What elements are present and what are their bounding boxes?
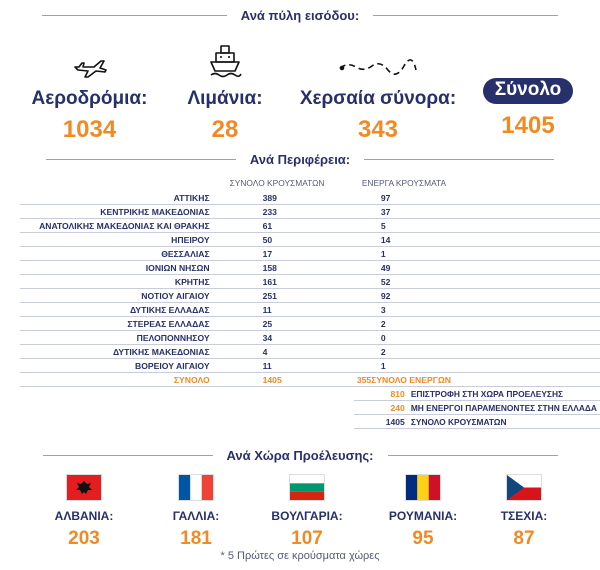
- region-total: 4: [230, 345, 354, 359]
- table-row: [20, 303, 600, 317]
- airplane-icon: [22, 42, 157, 78]
- col-total-header: ΣΥΝΟΛΟ ΚΡΟΥΣΜΑΤΩΝ: [229, 178, 325, 188]
- region-name: ΚΡΗΤΗΣ: [20, 275, 230, 289]
- region-active: 37: [354, 205, 600, 219]
- empty-cell: [20, 415, 230, 429]
- empty-cell: [20, 401, 230, 415]
- region-total: 50: [230, 233, 354, 247]
- divider: [42, 15, 227, 16]
- table-row: [20, 345, 600, 359]
- bulgaria-flag-icon: [289, 474, 325, 501]
- region-total: 11: [230, 359, 354, 373]
- extra-body: [20, 387, 600, 429]
- region-name: ΗΠΕΙΡΟΥ: [20, 233, 230, 247]
- region-total: 17: [230, 247, 354, 261]
- table-row: [20, 191, 600, 205]
- country-name: ΤΣΕΧΙΑ:: [500, 509, 548, 523]
- empty-cell: [230, 387, 354, 401]
- region-name: ΔΥΤΙΚΗΣ ΜΑΚΕΔΟΝΙΑΣ: [20, 345, 230, 359]
- regions-section-title: [0, 152, 600, 167]
- albania-flag-icon: [66, 474, 102, 501]
- table-row: [20, 289, 600, 303]
- regions-title: Ανά Περιφέρεια:: [249, 152, 351, 167]
- region-total: 251: [230, 289, 354, 303]
- regions-table: [20, 177, 600, 429]
- region-total: 158: [230, 261, 354, 275]
- sum-total: 1405: [230, 373, 354, 387]
- empty-cell: [230, 401, 354, 415]
- sum-active-cell: [354, 373, 600, 387]
- entry-value: 28: [211, 116, 239, 143]
- region-total: 161: [230, 275, 354, 289]
- region-active: 1: [354, 247, 600, 261]
- regions-body: [20, 191, 600, 387]
- countries-title: Ανά Χώρα Προέλευσης:: [226, 448, 374, 463]
- entry-label: Χερσαία σύνορα:: [299, 88, 457, 109]
- country-name: ΡΟΥΜΑΝΙΑ:: [388, 509, 458, 523]
- entry-airports: [22, 42, 157, 144]
- entry-total: [478, 42, 578, 140]
- entry-ports: [175, 42, 275, 144]
- divider: [373, 15, 558, 16]
- region-total: 389: [230, 191, 354, 205]
- entry-section-title: [0, 8, 600, 23]
- region-active: 5: [354, 219, 600, 233]
- extra-label: ΣΥΝΟΛΟ ΚΡΟΥΣΜΑΤΩΝ: [410, 416, 507, 427]
- region-name: ΠΕΛΟΠΟΝΝΗΣΟΥ: [20, 331, 230, 345]
- divider: [388, 455, 558, 456]
- entry-total-value: 1405: [501, 112, 555, 139]
- region-name: ΚΕΝΤΡΙΚΗΣ ΜΑΚΕΔΟΝΙΑΣ: [20, 205, 230, 219]
- entry-title: Ανά πύλη εισόδου:: [240, 8, 360, 23]
- extra-value: 1405: [385, 416, 405, 427]
- region-active: 1: [354, 359, 600, 373]
- region-total: 25: [230, 317, 354, 331]
- divider: [43, 455, 213, 456]
- land-route-icon: [293, 42, 463, 78]
- region-name: ΑΤΤΙΚΗΣ: [20, 191, 230, 205]
- table-row: [20, 205, 600, 219]
- region-name: ΒΟΡΕΙΟΥ ΑΙΓΑΙΟΥ: [20, 359, 230, 373]
- table-row-sum: [20, 373, 600, 387]
- table-row: [20, 247, 600, 261]
- country-value: 181: [180, 528, 212, 549]
- region-active: 14: [354, 233, 600, 247]
- country-bulgaria: [257, 474, 357, 550]
- country-value: 107: [291, 528, 323, 549]
- country-albania: [34, 474, 134, 550]
- region-active: 0: [354, 331, 600, 345]
- country-romania: [373, 474, 473, 550]
- entry-label: Αεροδρόμια:: [31, 88, 148, 109]
- region-active: 49: [354, 261, 600, 275]
- total-pill: Σύνολο: [483, 78, 574, 104]
- country-value: 95: [412, 528, 434, 549]
- table-row-extra: [20, 415, 600, 429]
- region-name: ΘΕΣΣΑΛΙΑΣ: [20, 247, 230, 261]
- czechia-flag-icon: [506, 474, 542, 501]
- region-active: 3: [354, 303, 600, 317]
- region-name: ΣΤΕΡΕΑΣ ΕΛΛΑΔΑΣ: [20, 317, 230, 331]
- france-flag-icon: [178, 474, 214, 501]
- col-active-header: ΕΝΕΡΓΑ ΚΡΟΥΣΜΑΤΑ: [361, 178, 447, 188]
- country-france: [146, 474, 246, 550]
- country-czechia: [474, 474, 574, 550]
- region-active: 52: [354, 275, 600, 289]
- region-total: 11: [230, 303, 354, 317]
- extra-value: 240: [390, 402, 405, 413]
- extra-cell: [354, 415, 600, 429]
- divider: [364, 159, 554, 160]
- extra-value: 810: [390, 388, 405, 399]
- region-active: 92: [354, 289, 600, 303]
- table-row-extra: [20, 387, 600, 401]
- sum-active-label: ΣΥΝΟΛΟ ΕΝΕΡΓΩΝ: [371, 374, 451, 385]
- table-row: [20, 275, 600, 289]
- sum-name: ΣΥΝΟΛΟ: [20, 373, 230, 387]
- table-row: [20, 331, 600, 345]
- table-row: [20, 261, 600, 275]
- extra-cell: [354, 387, 600, 401]
- extra-cell: [354, 401, 600, 415]
- table-row: [20, 219, 600, 233]
- extra-label: ΜΗ ΕΝΕΡΓΟΙ ΠΑΡΑΜΕΝΟΝΤΕΣ ΣΤΗΝ ΕΛΛΑΔΑ: [410, 402, 597, 413]
- table-header: [20, 177, 600, 191]
- country-value: 203: [68, 528, 100, 549]
- region-active: 2: [354, 345, 600, 359]
- entry-value: 343: [357, 116, 399, 143]
- region-total: 34: [230, 331, 354, 345]
- entry-value: 1034: [62, 116, 117, 143]
- region-active: 97: [354, 191, 600, 205]
- entry-label: Λιμάνια:: [187, 88, 263, 109]
- countries-section-title: [0, 448, 600, 463]
- region-name: ΙΟΝΙΩΝ ΝΗΣΩΝ: [20, 261, 230, 275]
- region-name: ΑΝΑΤΟΛΙΚΗΣ ΜΑΚΕΔΟΝΙΑΣ ΚΑΙ ΘΡΑΚΗΣ: [20, 219, 230, 233]
- region-active: 2: [354, 317, 600, 331]
- region-name: ΝΟΤΙΟΥ ΑΙΓΑΙΟΥ: [20, 289, 230, 303]
- ship-icon: [175, 42, 275, 78]
- romania-flag-icon: [405, 474, 441, 501]
- empty-cell: [20, 387, 230, 401]
- region-total: 61: [230, 219, 354, 233]
- region-total: 233: [230, 205, 354, 219]
- region-name: ΔΥΤΙΚΗΣ ΕΛΛΑΔΑΣ: [20, 303, 230, 317]
- footnote: * 5 Πρώτες σε κρούσματα χώρες: [220, 550, 380, 562]
- entry-land-borders: [293, 42, 463, 144]
- country-name: ΑΛΒΑΝΙΑ:: [54, 509, 114, 523]
- table-row: [20, 359, 600, 373]
- table-row: [20, 317, 600, 331]
- country-name: ΒΟΥΛΓΑΡΙΑ:: [271, 509, 343, 523]
- empty-cell: [230, 415, 354, 429]
- country-name: ΓΑΛΛΙΑ:: [172, 509, 220, 523]
- extra-label: ΕΠΙΣΤΡΟΦΗ ΣΤΗ ΧΩΡΑ ΠΡΟΕΛΕΥΣΗΣ: [410, 388, 564, 399]
- table-row: [20, 233, 600, 247]
- country-value: 87: [513, 528, 535, 549]
- divider: [46, 159, 236, 160]
- table-row-extra: [20, 401, 600, 415]
- sum-active: 355: [356, 374, 372, 385]
